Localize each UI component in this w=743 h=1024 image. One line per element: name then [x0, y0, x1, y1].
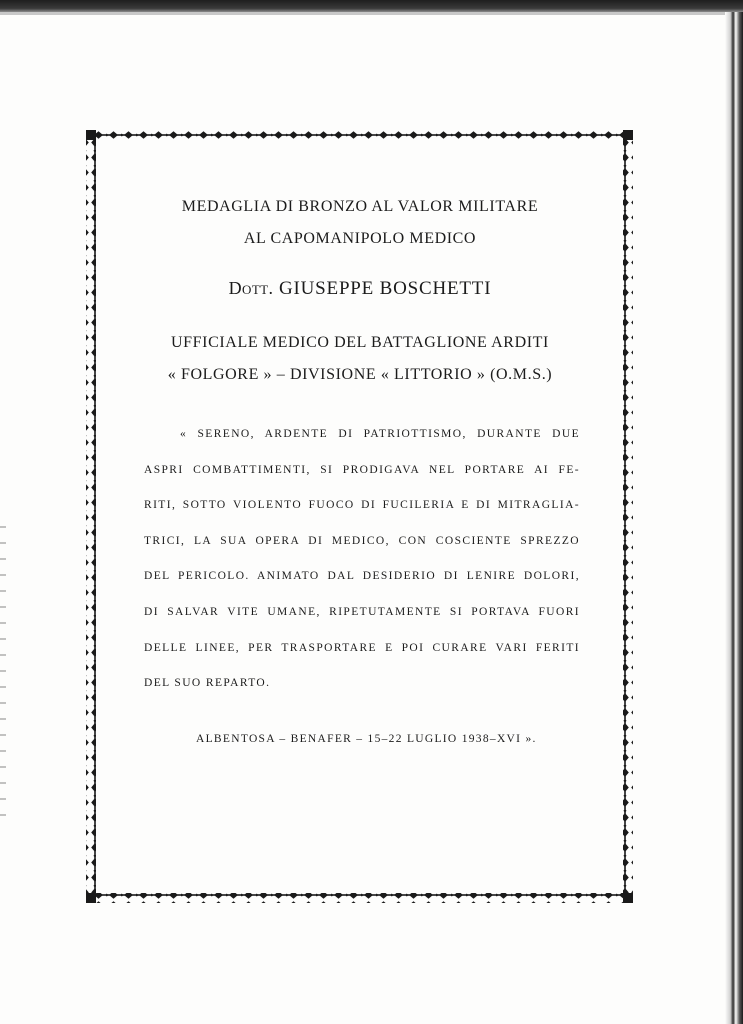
rank-heading: AL CAPOMANIPOLO MEDICO	[243, 230, 477, 247]
citation-paragraph	[140, 424, 580, 709]
recipient-title: Dott.	[228, 278, 274, 298]
recipient-name-line	[140, 278, 580, 300]
citation-line: RITI, SOTTO VIOLENTO FUOCO DI FUCILERIA E DI MITRAGLIA-	[144, 499, 580, 512]
unit-line-1: UFFICIALE MEDICO DEL BATTAGLIONE ARDITI	[171, 334, 549, 351]
citation-line: DEL SUO REPARTO.	[144, 677, 271, 690]
citation-line: DELLE LINEE, PER TRASPORTARE E POI CURARE VARI FERITI	[144, 641, 580, 654]
medal-heading: MEDAGLIA DI BRONZO AL VALOR MILITARE	[181, 198, 539, 215]
place-date-signature: ALBENTOSA – BENAFER – 15–22 LUGLIO 1938–XVI ».	[196, 732, 537, 745]
citation-line: DI SALVAR VITE UMANE, RIPETUTAMENTE SI PORTAVA FUORI	[144, 605, 580, 618]
citation-line: DEL PERICOLO. ANIMATO DAL DESIDERIO DI LENIRE DOLORI,	[144, 570, 580, 583]
recipient-name: GIUSEPPE BOSCHETTI	[279, 278, 492, 299]
citation-line: TRICI, LA SUA OPERA DI MEDICO, CON COSCIENTE SPREZZO	[144, 534, 580, 547]
citation-line: « SERENO, ARDENTE DI PATRIOTTISMO, DURANTE DUE	[180, 428, 580, 440]
citation-line: ASPRI COMBATTIMENTI, SI PRODIGAVA NEL PORTARE AI FE-	[144, 463, 580, 476]
citation-text-block	[140, 190, 580, 745]
unit-line-2: « FOLGORE » – DIVISIONE « LITTORIO » (O.M.S.)	[167, 366, 553, 383]
